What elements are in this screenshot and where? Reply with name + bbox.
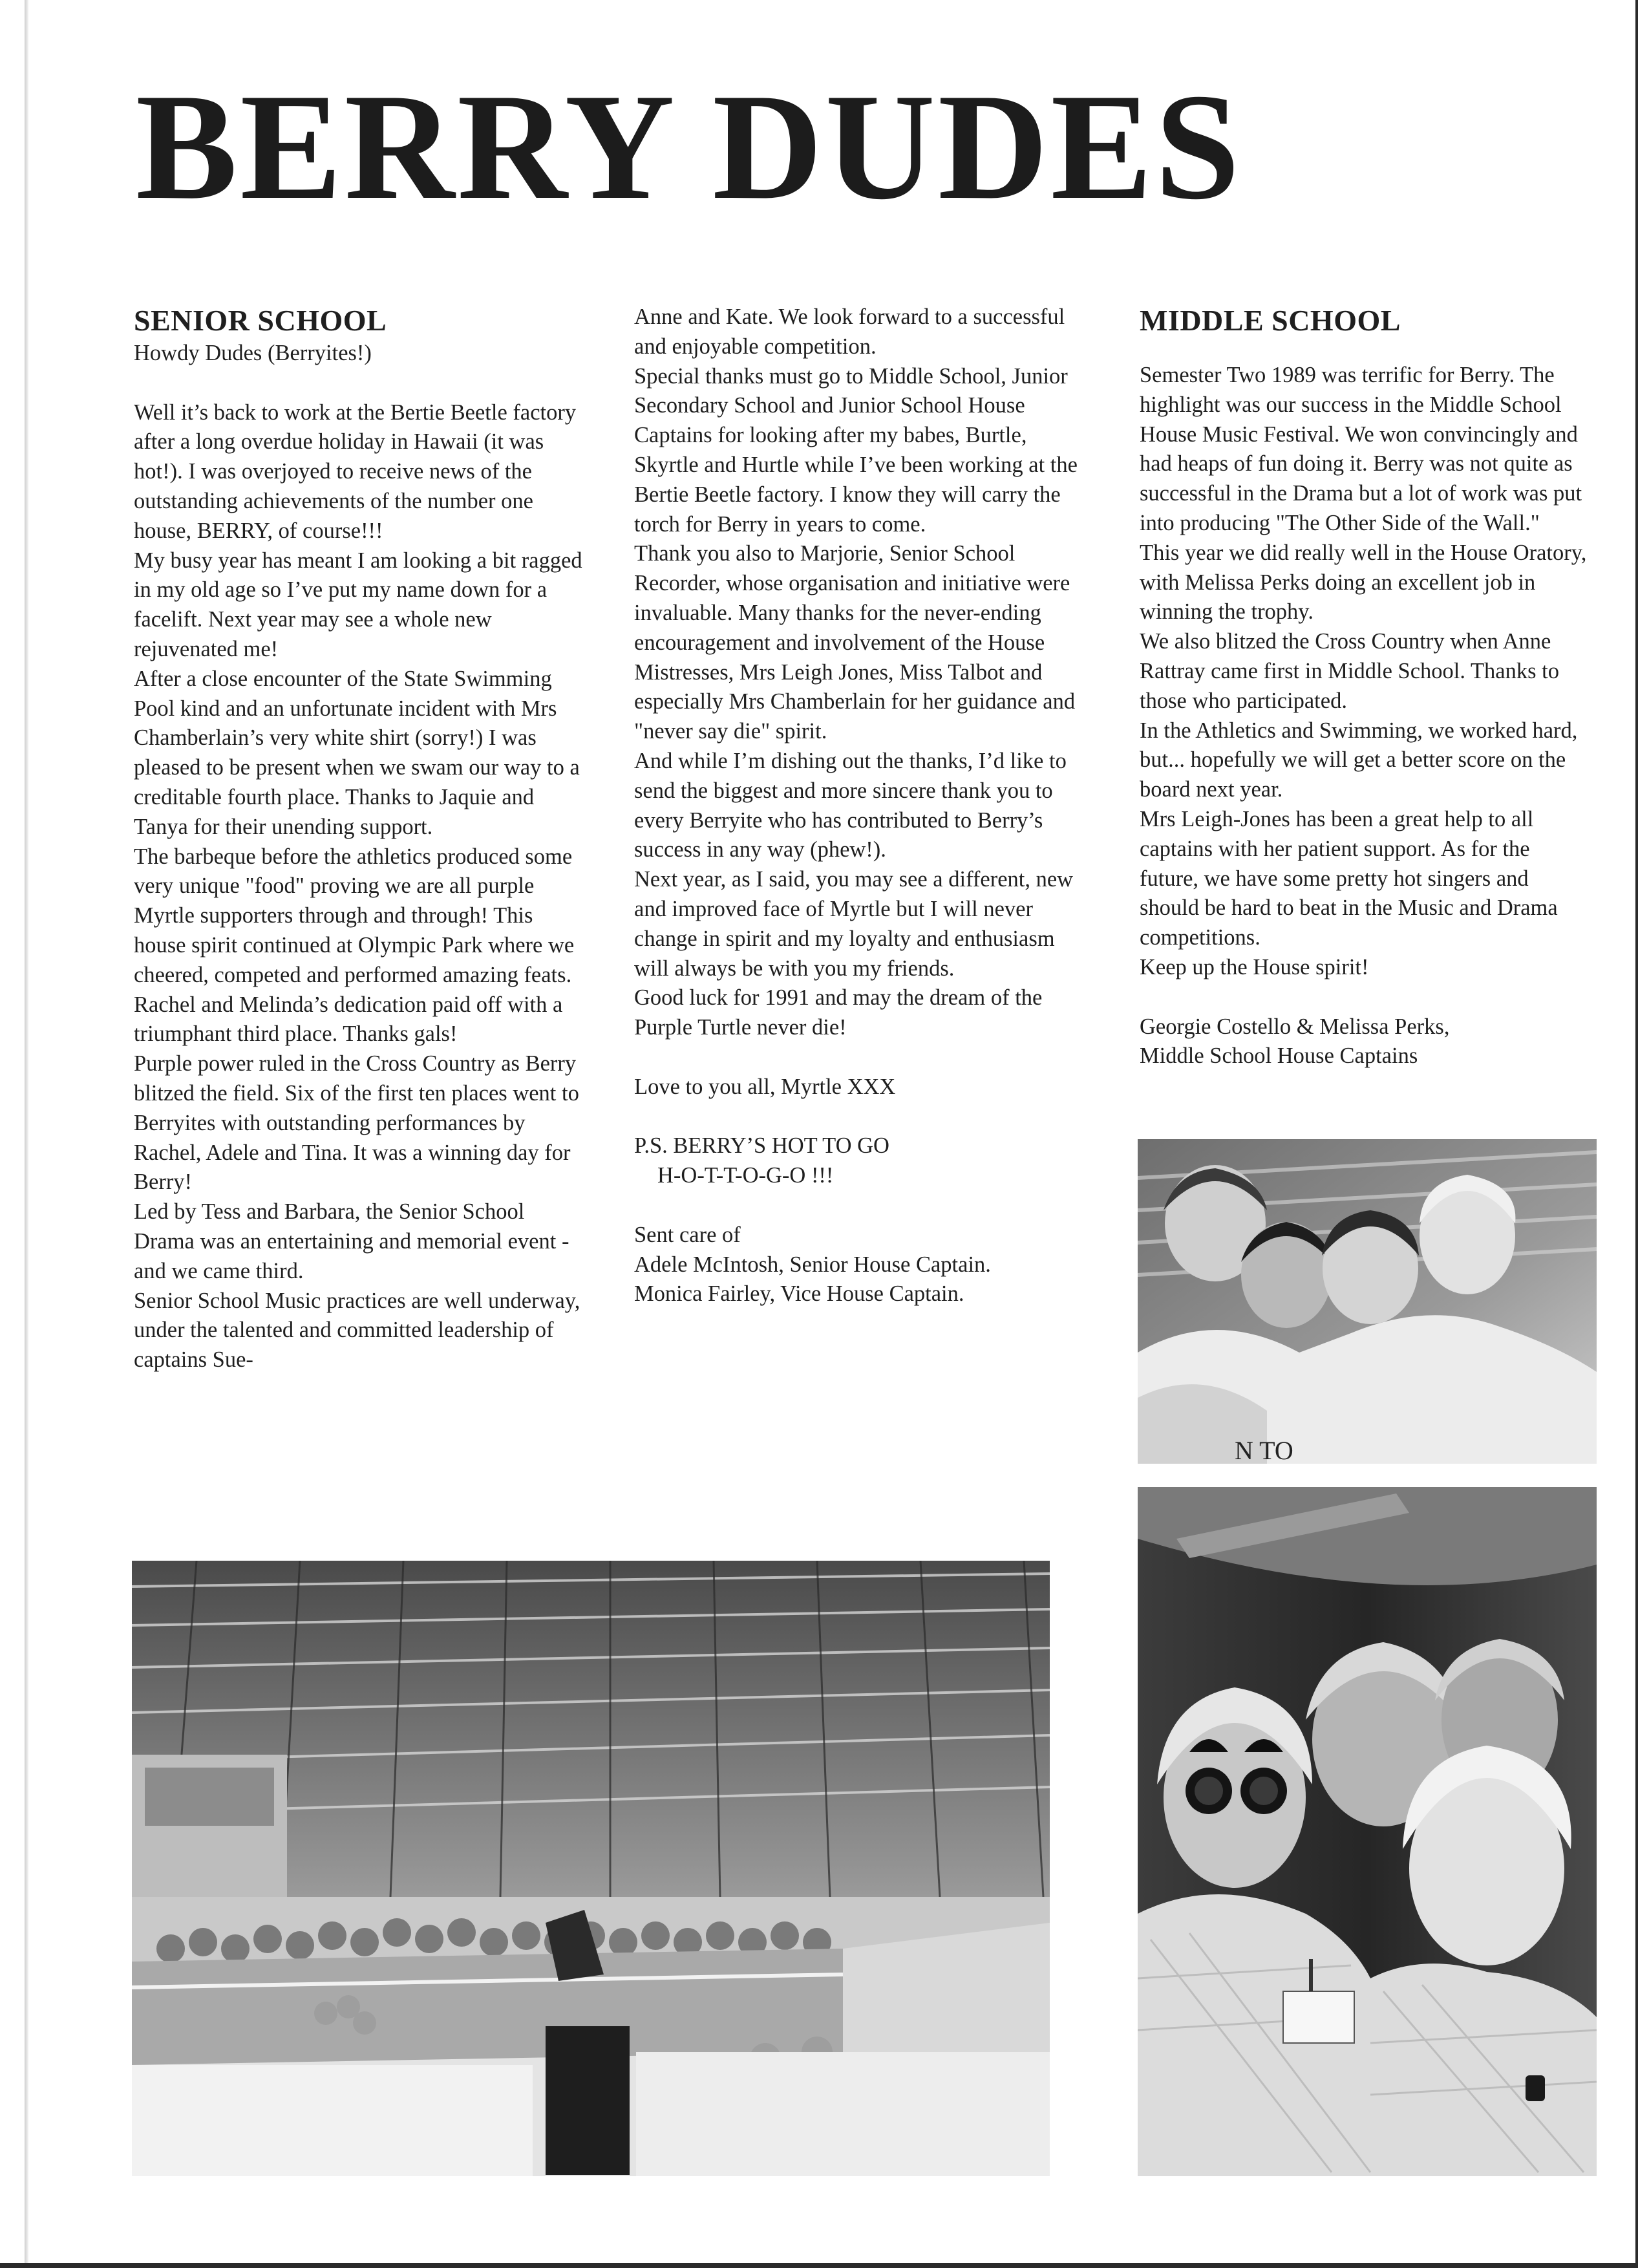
senior-school-heading: SENIOR SCHOOL — [134, 304, 387, 337]
paragraph: Special thanks must go to Middle School, Junior Secondary School and Junior School House Captains for looking after my babes, Burtle, Skyrtle and Hurtle while I’ve been working at the Bertie Beetle factory. I know they will carry the torch for Berry in years to come. — [634, 363, 1078, 537]
senior-school-greeting: Howdy Dudes (Berryites!) — [134, 341, 372, 365]
postscript-line: H-O-T-T-O-G-O !!! — [657, 1163, 834, 1188]
paragraph: The barbeque before the athletics produced some very unique "food" proving we are all purple Myrtle supporters through and through! This house spirit continued at Olympic Park where we cheered, competed and performed amazing feats. Rachel and Melinda’s dedication paid off with a triumphant third place. Thanks gals! — [134, 844, 575, 1047]
paragraph: Thank you also to Marjorie, Senior School Recorder, whose organisation and initiative were invaluable. Many thanks for the never-ending encouragement and involvement of the House Mistresses, Mrs Leigh Jones, Miss Talbot and especially Mrs Chamberlain for her guidance and "never say die" spirit. — [634, 541, 1076, 744]
spacer — [634, 1102, 1087, 1132]
paragraph: Next year, as I said, you may see a different, new and improved face of Myrtle but I will never change in spirit and my loyalty and enthusiasm will always be with you my friends. — [634, 867, 1074, 981]
paragraph: This year we did really well in the House Oratory, with Melissa Perks doing an excellent job in winning the trophy. — [1140, 540, 1587, 625]
senior-school-column-2 — [634, 303, 1087, 1309]
spacer — [1140, 983, 1592, 1012]
paragraph: After a close encounter of the State Swimming Pool kind and an unfortunate incident with Mrs Chamberlain’s very white shirt (sorry!) I was pleased to be present when we swam our way to a creditable fourth place. Thanks to Jaquie and Tanya for their unending support. — [134, 666, 580, 839]
spacer — [134, 369, 586, 398]
spacer — [1140, 339, 1592, 361]
captain-credit: Monica Fairley, Vice House Captain. — [634, 1281, 964, 1307]
paragraph: Purple power ruled in the Cross Country as Berry blitzed the field. Six of the first ten places went to Berryites with outstanding performances by Rachel, Adele and Tina. It was a winning day for Berry! — [134, 1051, 579, 1195]
photo-stadium-group — [132, 1561, 1050, 2176]
senior-school-column-1 — [134, 303, 586, 1375]
sent-care-of: Sent care of — [634, 1222, 741, 1247]
middle-school-column — [1140, 303, 1592, 1071]
spacer — [634, 1191, 1087, 1221]
paragraph: We also blitzed the Cross Country when Anne Rattray came first in Middle School. Thanks to those who participated. — [1140, 629, 1559, 713]
photo-image — [1138, 1487, 1597, 2176]
paragraph: Senior School Music practices are well underway, under the talented and committed leadership of captains Sue- — [134, 1288, 580, 1373]
paragraph: Good luck for 1991 and may the dream of the Purple Turtle never die! — [634, 985, 1043, 1040]
photo-image — [132, 1561, 1050, 2176]
captain-credit: Adele McIntosh, Senior House Captain. — [634, 1252, 991, 1277]
svg-text:N TO: N TO — [1235, 1436, 1293, 1464]
signature-line: Georgie Costello & Melissa Perks, — [1140, 1014, 1450, 1039]
photo-image — [1138, 1139, 1597, 1464]
page-binding-edge — [25, 0, 28, 2268]
paragraph: In the Athletics and Swimming, we worked hard, but... hopefully we will get a better score on the board next year. — [1140, 718, 1578, 802]
scan-border-bottom — [0, 2263, 1638, 2268]
paragraph: Well it’s back to work at the Bertie Beetle factory after a long overdue holiday in Hawaii (it was hot!). I was overjoyed to receive news of the outstanding achievements of the number one house, BERRY, of course!!! — [134, 400, 577, 543]
spacer — [634, 1043, 1087, 1073]
paragraph: Keep up the House spirit! — [1140, 954, 1369, 979]
postscript-line: P.S. BERRY’S HOT TO GO — [634, 1133, 889, 1159]
paragraph: My busy year has meant I am looking a bit ragged in my old age so I’ve put my name down for a facelift. Next year may see a whole new rejuvenated me! — [134, 548, 582, 661]
scan-border-right — [1635, 0, 1638, 2268]
paragraph: And while I’m dishing out the thanks, I’d like to send the biggest and more sincere thank you to every Berryite who has contributed to Berry’s success in any way (phew!). — [634, 748, 1067, 862]
paragraph: Anne and Kate. We look forward to a successful and enjoyable competition. — [634, 305, 1065, 359]
paragraph: Led by Tess and Barbara, the Senior School Drama was an entertaining and memorial event - and we came third. — [134, 1199, 569, 1283]
signature-line: Middle School House Captains — [1140, 1043, 1418, 1069]
paragraph: Semester Two 1989 was terrific for Berry. The highlight was our success in the Middle School House Music Festival. We won convincingly and had heaps of fun doing it. Berry was not quite as successful in the Drama but a lot of work was put into producing "The Other Side of the Wall." — [1140, 363, 1582, 535]
paragraph: Mrs Leigh-Jones has been a great help to all captains with her patient support. As for the future, we have some pretty hot singers and should be hard to beat in the Music and Drama competitions. — [1140, 806, 1558, 950]
middle-school-heading: MIDDLE SCHOOL — [1140, 304, 1401, 337]
page-title: BERRY DUDES — [136, 63, 1243, 231]
photo-girls-novelty-glasses — [1138, 1487, 1597, 2176]
signoff: Love to you all, Myrtle XXX — [634, 1074, 896, 1099]
photo-four-girls-stands — [1138, 1139, 1597, 1464]
